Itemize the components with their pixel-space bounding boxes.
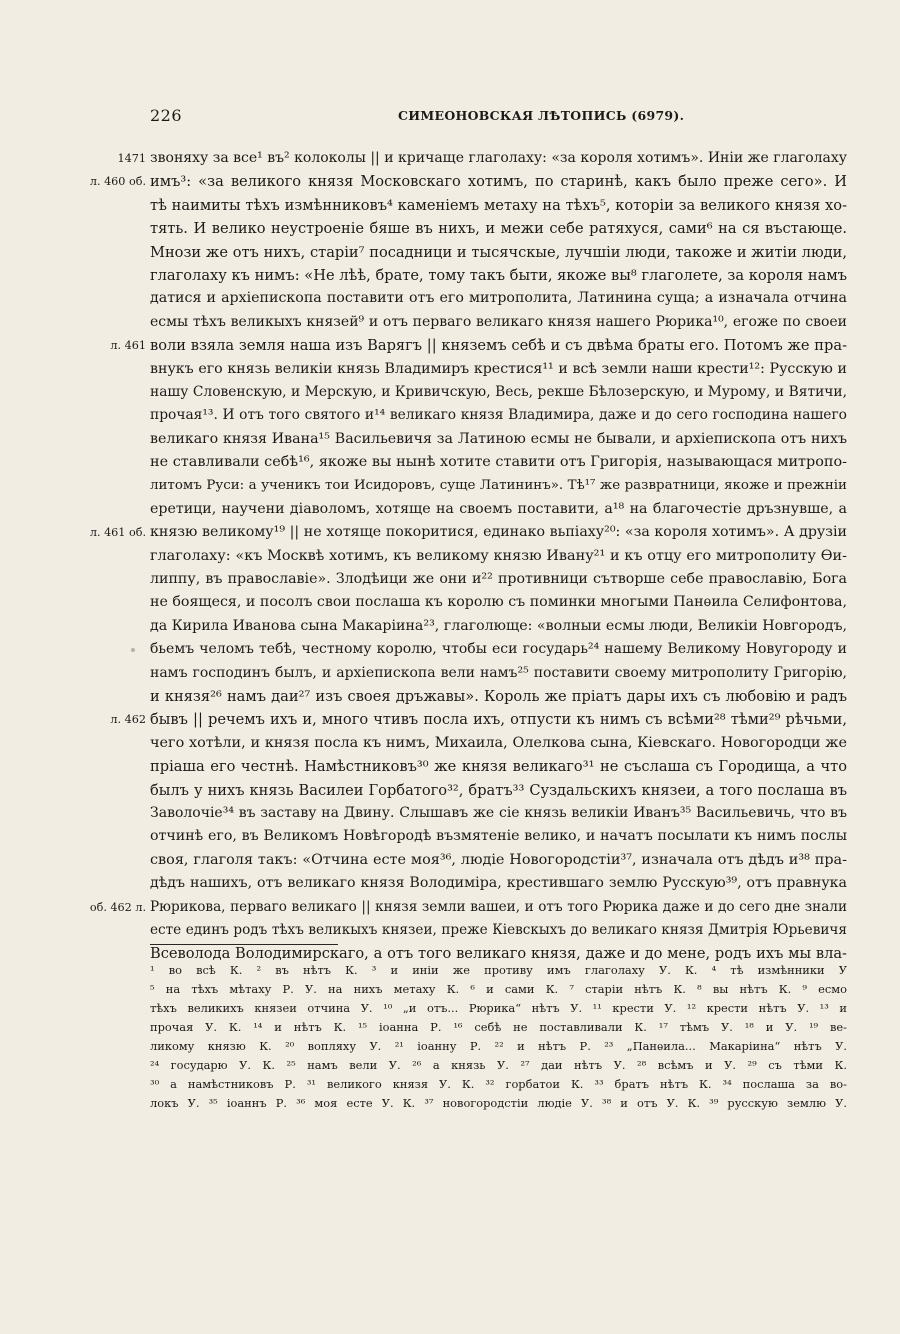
- text-line-content: былъ у нихъ князь Василеи Горбатого³², братъ³³ Суздальскихъ князеи, а того послаша въ: [150, 781, 847, 799]
- text-line-content: дѣдъ нашихъ, отъ великаго князя Володиміра, крестившаго землю Русскую³⁹, отъ правнука: [150, 875, 847, 892]
- footnote-line: [150, 1018, 847, 1037]
- text-line: [150, 568, 847, 591]
- text-line-content: намъ господинъ былъ, и архіепископа вели намъ²⁵ поставити своему митрополиту Григорію,: [150, 664, 847, 681]
- paper-mark: [131, 648, 135, 652]
- footnote-line: [150, 1075, 847, 1094]
- footnote-text: ³⁰ а намѣстниковъ Р. ³¹ великого князя У. К. ³² горбатои К. ³³ братъ нѣтъ К. ³⁴ послаша за во-: [150, 1077, 847, 1091]
- text-line-content: великаго князя Ивана¹⁵ Васильевичя за Латиною есмы не бывали, и архіепископа отъ нихъ: [150, 430, 847, 447]
- footnote-text: тѣхъ великихъ князеи отчина У. ¹⁰ „и отъ... Рюрика“ нѣтъ У. ¹¹ крести У. ¹² крести нѣтъ У. ¹³ и: [150, 1001, 847, 1015]
- text-line-content: Заволочіе³⁴ въ заставу на Двину. Слышавъ же сіе князь великіи Иванъ³⁵ Васильевичь, что въ: [150, 804, 847, 821]
- footnote-divider: [150, 944, 338, 945]
- margin-folio-note: об. 462 л.: [89, 900, 146, 914]
- text-line-content: тять. И велико неустроеніе бяше въ нихъ, и межи себе ратяхуся, сами⁶ на ся въстающе.: [150, 220, 847, 238]
- text-line: [150, 545, 847, 568]
- footnote-text: ¹ во всѣ К. ² въ нѣтъ К. ³ и иніи же противу имъ глаголаху У. К. ⁴ тѣ измѣнники У: [150, 963, 847, 977]
- text-line: [150, 474, 847, 497]
- footnote-text: прочая У. К. ¹⁴ и нѣтъ К. ¹⁵ іоанна Р. ¹⁶ себѣ не поставливали К. ¹⁷ тѣмъ У. ¹⁸ и У. ¹⁹ ве-: [150, 1020, 847, 1034]
- text-line: [89, 521, 847, 544]
- text-line: [150, 638, 847, 661]
- text-line-content: да Кирила Иванова сына Макаріина²³, глаголюще: «волныи есмы люди, Великіи Новгородъ,: [150, 617, 848, 634]
- text-line-content: Рюрикова, перваго великаго || князя земли вашеи, и отъ того Рюрика даже и до сего дне знали: [150, 898, 847, 915]
- text-line-content: не боящеся, и посолъ свои послаша къ королю съ поминки многыми Панѳила Селифонтова,: [150, 594, 847, 611]
- footnote-line: [150, 1056, 847, 1075]
- text-line: [150, 825, 847, 848]
- text-line: [150, 685, 847, 708]
- text-line: [150, 591, 847, 614]
- text-line: [150, 451, 847, 474]
- page-number: 226: [150, 106, 183, 125]
- text-line-content: датися и архіепископа поставити отъ его митрополита, Латинина суща; а изначала отчина: [150, 290, 847, 307]
- text-line: [150, 358, 847, 381]
- margin-folio-note: 1471: [117, 152, 146, 165]
- footnote-line: [150, 961, 847, 980]
- margin-folio-note: л. 462: [110, 713, 146, 727]
- text-line-content: не ставливали себѣ¹⁶, якоже вы нынѣ хотите ставити отъ Григорія, называющася митропо-: [150, 454, 847, 471]
- text-line: [110, 708, 847, 731]
- text-line: [150, 194, 847, 217]
- text-line: [150, 241, 847, 264]
- text-line-content: прочая¹³. И отъ того святого и¹⁴ великаго князя Владимира, даже и до сего господина нашего: [150, 407, 847, 424]
- text-line-content: липпу, въ православіе». Злодѣици же они и²² противници сътворше себе православію, Бога: [150, 571, 847, 588]
- text-line: [89, 896, 847, 919]
- text-line: [89, 170, 847, 193]
- running-head: [150, 106, 847, 128]
- text-line-content: есте единъ родъ тѣхъ великыхъ князеи, преже Кіевскыхъ до великаго князя Дмитрія Юрьевичя: [150, 921, 847, 938]
- text-line-content: глаголаху: «къ Москвѣ хотимъ, къ великому князю Ивану²¹ и къ отцу его митрополиту Ѳи-: [150, 547, 847, 564]
- text-line: [110, 334, 847, 357]
- text-line: [150, 381, 847, 404]
- text-line-content: имъ³: «за великого князя Московскаго хотимъ, по старинѣ, какъ было преже сего». И: [150, 173, 847, 191]
- text-line-content: бьемъ челомъ тебѣ, честному королю, чтобы еси государь²⁴ нашему Великому Новугороду и: [150, 641, 847, 658]
- text-line: [150, 732, 847, 755]
- text-line-content: тѣ наимиты тѣхъ измѣнниковъ⁴ каменіемъ метаху на тѣхъ⁵, которіи за великого князя хо-: [150, 196, 847, 214]
- text-line-content: Мнози же отъ нихъ, старіи⁷ посадници и тысячскые, лучшіи люди, такоже и житіи люди,: [150, 243, 847, 261]
- text-line-content: нашу Словенскую, и Мерскую, и Кривичскую, Весь, рекше Бѣлозерскую, и Мурому, и Вятичи,: [150, 383, 847, 400]
- text-line: [150, 498, 847, 521]
- text-line-content: еретици, научени діаволомъ, хотяще на своемъ поставити, а¹⁸ на благочестіе дръзнувше, а: [150, 500, 847, 517]
- text-line-content: воли взяла земля наша изъ Варягъ || княземъ себѣ и съ двѣма браты его. Потомъ же пра-: [150, 337, 847, 355]
- text-line-content: литомъ Руси: а ученикъ тои Исидоровъ, суще Латининъ». Тѣ¹⁷ же развратници, якоже и прежніи: [150, 478, 847, 494]
- text-line: [117, 147, 847, 170]
- text-line: [150, 404, 847, 427]
- footnote-text: локъ У. ³⁵ іоаннъ Р. ³⁶ моя есте У. К. ³⁷ новогородстіи людіе У. ³⁸ и отъ У. К. ³⁹ русскую землю У.: [150, 1096, 847, 1110]
- text-line-content: внукъ его князь великіи князь Владимиръ крестися¹¹ и всѣ земли наши крести¹²: Русскую и: [150, 360, 847, 377]
- text-line-content: звоняху за все¹ въ² колоколы || и кричаще глаголаху: «за короля хотимъ». Иніи же глаголаху: [150, 150, 847, 166]
- footnote-line: [150, 999, 847, 1018]
- text-line-content: глаголаху къ нимъ: «Не лѣѣ, брате, тому такъ быти, якоже вы⁸ глаголете, за короля намъ: [150, 266, 847, 284]
- text-line: [150, 755, 847, 778]
- text-line-content: Всеволода Володимирскаго, а отъ того великаго князя, даже и до мене, родъ ихъ мы вла-: [150, 945, 847, 963]
- text-line: [150, 802, 847, 825]
- footnote-line: [150, 1037, 847, 1056]
- footnote-line: [150, 1094, 847, 1113]
- text-line-content: пріаша его честнѣ. Намѣстниковъ³⁰ же князя великаго³¹ не съслаша съ Городища, а что: [150, 758, 847, 776]
- text-line: [150, 311, 847, 334]
- text-line: [150, 779, 847, 802]
- text-line: [150, 919, 847, 942]
- margin-folio-note: л. 461 об.: [89, 526, 146, 540]
- text-line: [150, 615, 847, 638]
- chronicle-text: [89, 147, 848, 966]
- text-line-content: князю великому¹⁹ || не хотяще покоритися, единако вьпіаху²⁰: «за короля хотимъ». А друзіи: [150, 524, 847, 541]
- text-line-content: отчинѣ его, въ Великомъ Новѣгородѣ възмятеніе велико, и начатъ посылати къ нимъ послы: [150, 828, 847, 845]
- margin-folio-note: л. 461: [110, 339, 146, 353]
- footnote-text: ликому князю К. ²⁰ вопляху У. ²¹ іоанну Р. ²² и нѣтъ Р. ²³ „Панѳила... Макаріина“ нѣтъ У.: [150, 1039, 847, 1053]
- text-line-content: своя, глаголя такъ: «Отчина есте моя³⁶, людіе Новогородстіи³⁷, изначала отъ дѣдъ и³⁸ пра-: [150, 851, 847, 868]
- text-line: [150, 264, 847, 287]
- footnotes: [150, 961, 847, 1113]
- margin-folio-note: л. 460 об.: [89, 175, 146, 189]
- footnote-text: ⁵ на тѣхъ мѣтаху Р. У. на нихъ метаху К. ⁶ и сами К. ⁷ старіи нѣтъ К. ⁸ вы нѣтъ К. ⁹ есмо: [150, 982, 847, 996]
- text-line-content: чего хотѣли, и князя посла къ нимъ, Михаила, Олелкова сына, Кіевскаго. Новогородци же: [150, 734, 847, 751]
- text-line-content: и князя²⁶ намъ даи²⁷ изъ своея дръжавы». Король же пріатъ дары ихъ съ любовію и радъ: [150, 687, 847, 705]
- text-line: [150, 872, 847, 895]
- footnote-line: [150, 980, 847, 999]
- footnote-text: ²⁴ государю У. К. ²⁵ намъ вели У. ²⁶ а князь У. ²⁷ даи нѣтъ У. ²⁸ всѣмъ и У. ²⁹ съ тѣми К.: [150, 1058, 847, 1072]
- text-line-content: есмы тѣхъ великыхъ князей⁹ и отъ перваго великаго князя нашего Рюрика¹⁰, егоже по своеи: [150, 313, 847, 330]
- text-line: [150, 217, 847, 240]
- text-line: [150, 287, 847, 310]
- page-title: СИМЕОНОВСКАЯ ЛѢТОПИСЬ (6979).: [398, 108, 685, 123]
- text-line: [150, 849, 847, 872]
- text-line: [150, 428, 847, 451]
- text-line: [150, 662, 847, 685]
- text-line-content: бывъ || речемъ ихъ и, много чтивъ посла ихъ, отпусти къ нимъ съ всѣми²⁸ тѣми²⁹ рѣчьми,: [150, 711, 847, 729]
